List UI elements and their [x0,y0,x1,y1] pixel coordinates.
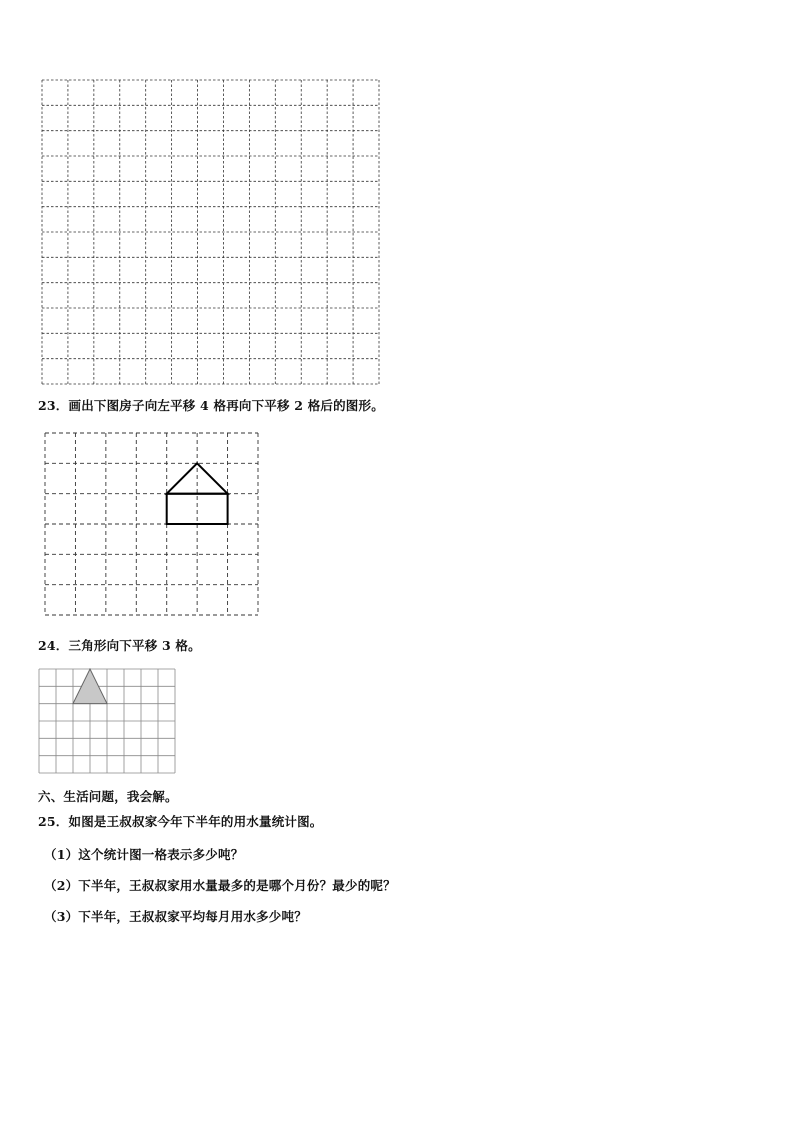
house-figure [167,463,228,524]
question-23-grid [45,433,258,615]
section-6-heading: 六、生活问题，我会解。 [38,789,178,804]
question-23-text: 23．画出下图房子向左平移 4 格再向下平移 2 格后的图形。 [38,398,384,413]
question-25-sub-2: （2）下半年，王叔叔家用水量最多的是哪个月份？最少的呢？ [44,878,396,893]
question-24-grid [39,669,175,773]
question-25-sub-3: （3）下半年，王叔叔家平均每月用水多少吨？ [44,909,307,924]
large-dashed-grid [42,80,379,384]
question-25-text: 25．如图是王叔叔家今年下半年的用水量统计图。 [38,814,323,829]
question-25-sub-1: （1）这个统计图一格表示多少吨？ [44,847,244,862]
question-24-text: 24．三角形向下平移 3 格。 [38,638,201,653]
